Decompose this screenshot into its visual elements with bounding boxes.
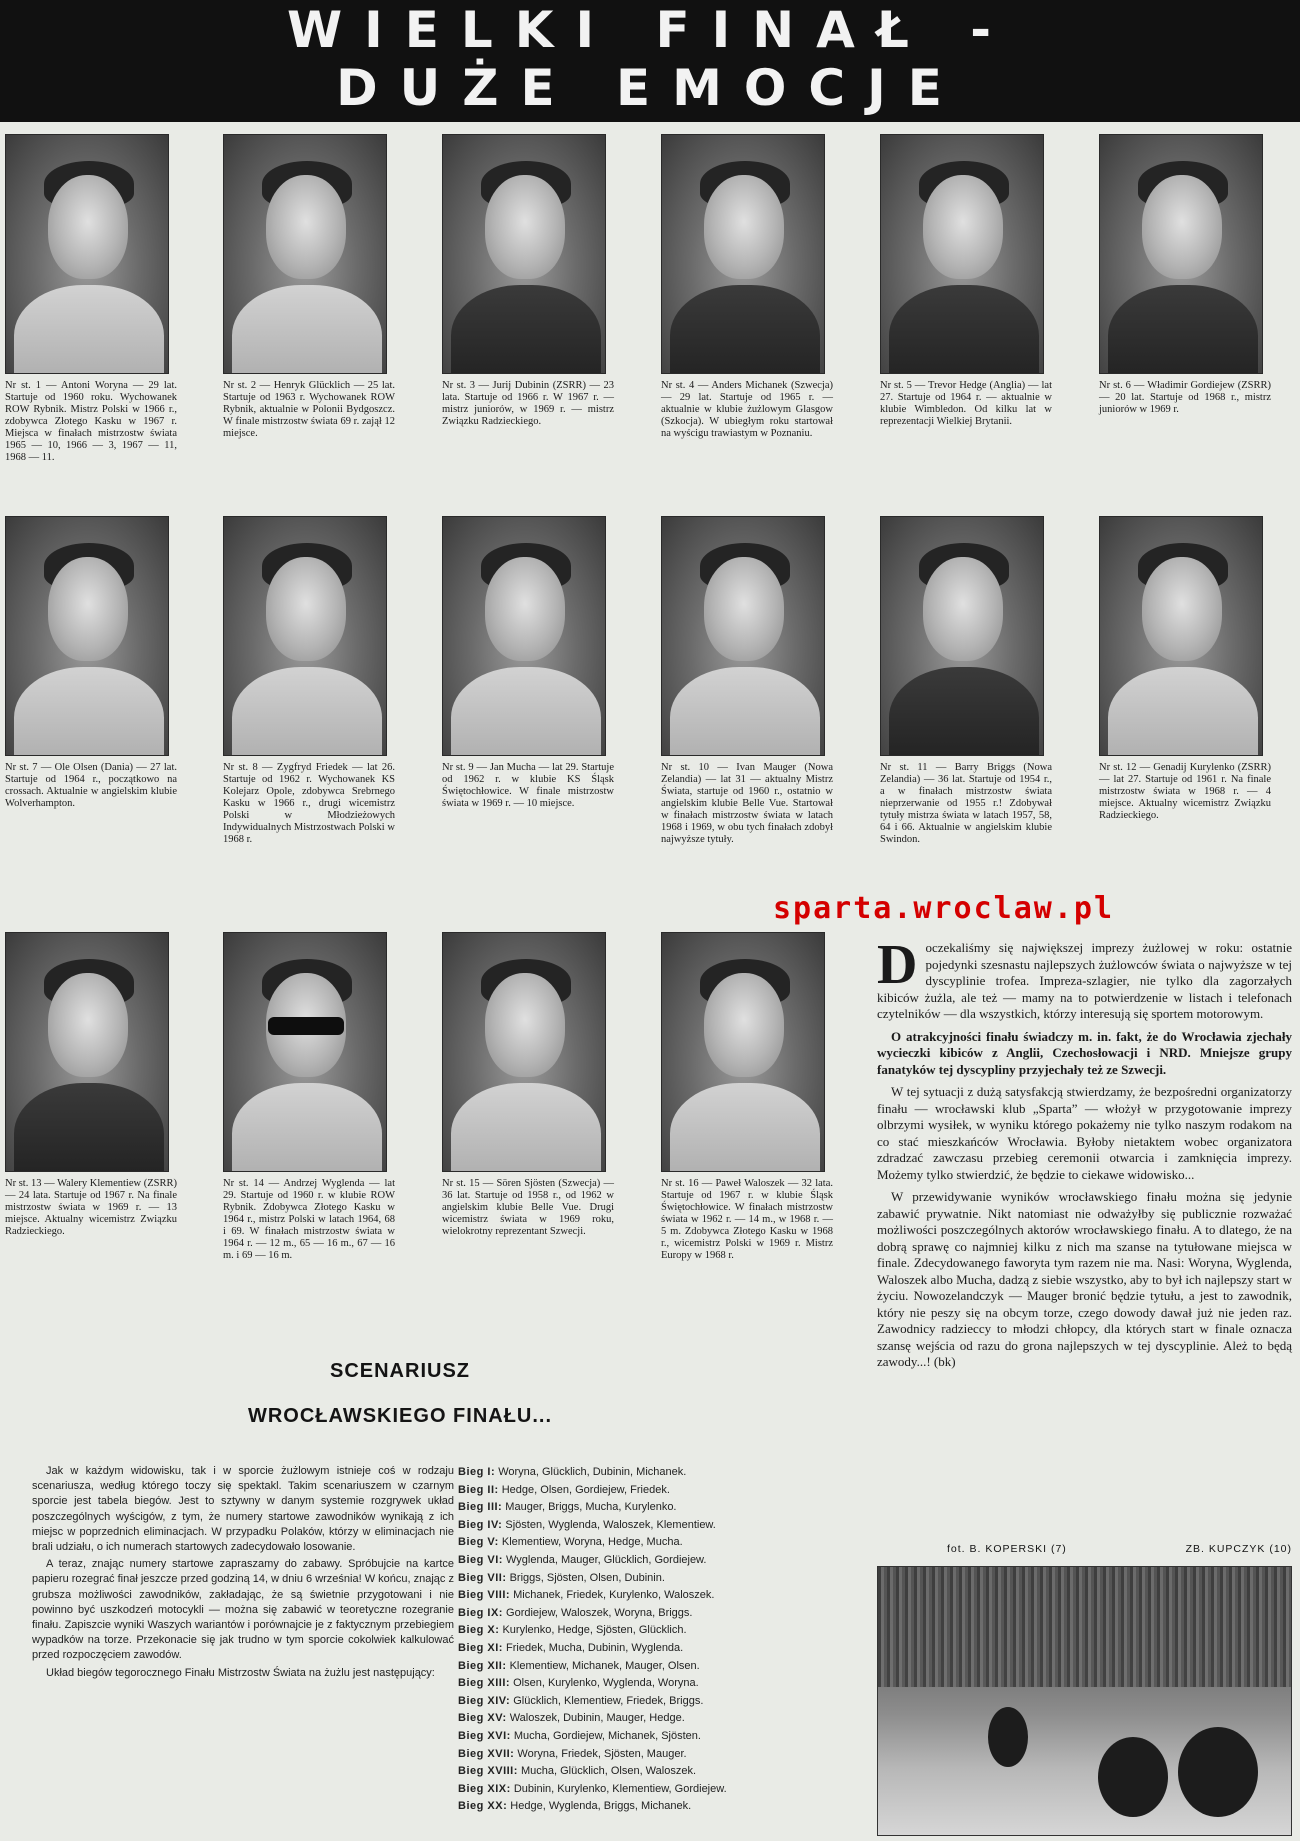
player-card bbox=[442, 932, 614, 1238]
scenario-paragraph: Układ biegów tegorocznego Finału Mistrzostw Świata na żużlu jest następujący: bbox=[46, 1666, 435, 1679]
player-photo bbox=[880, 134, 1044, 374]
player-photo bbox=[1099, 134, 1263, 374]
player-photo bbox=[1099, 516, 1263, 756]
scenario-paragraph: Jak w każdym widowisku, tak i w sporcie żużlowym istnieje coś w rodzaju scenariusza, według którego toczy się spektakl. Takim scenariuszem w czarnym sporcie jest tabela biegów. Jest to sztywny w danym systemie rozgrywek układ poszczególnych wyścigów, z tym, że numery startowe zawodników wynikają z ich miejsc w poprzednich eliminacjach. W przypadku Polaków, którzy w eliminacjach nie brali udziału, o ich numerach startowych zadecydowało losowanie. bbox=[32, 1465, 454, 1554]
player-photo bbox=[442, 932, 606, 1172]
heat-row: Bieg VI: Wyglenda, Mauger, Glücklich, Gordiejew. bbox=[458, 1553, 707, 1566]
heat-row: Bieg IX: Gordiejew, Waloszek, Woryna, Briggs. bbox=[458, 1606, 693, 1619]
player-photo bbox=[223, 134, 387, 374]
player-caption: Nr st. 10 — Ivan Mauger (Nowa Zelandia) — lat 31 — aktualny Mistrz Świata, startuje od 1960 r., ostatnio w angielskim klubie Belle Vue. Startował w finałach mistrzostw świata w latach 1968 i 1969, w obu tych finałach zdobył najwyższe tytuły. bbox=[661, 762, 833, 845]
player-photo bbox=[5, 134, 169, 374]
player-photo bbox=[442, 134, 606, 374]
player-card bbox=[223, 932, 395, 1262]
player-caption: Nr st. 16 — Paweł Waloszek — 32 lata. Startuje od 1967 r. w klubie Śląsk Świętochłowice. W finałach mistrzostw świata w 1962 r. — 14 m., w 1968 r. — 5 m. Zdobywca Złotego Kasku w 1968 r., wicemistrz Polski w 1969 r. Mistrz Europy w 1968 r. bbox=[661, 1178, 833, 1261]
player-caption: Nr st. 12 — Genadij Kurylenko (ZSRR) — lat 27. Startuje od 1961 r. Na finale mistrzostw świata w 1968 r. — 4 miejsce. Aktualny wicemistrz Związku Radzieckiego. bbox=[1099, 762, 1271, 821]
player-card bbox=[1099, 134, 1271, 416]
heat-row: Bieg V: Klementiew, Woryna, Hedge, Mucha. bbox=[458, 1536, 683, 1549]
player-caption: Nr st. 11 — Barry Briggs (Nowa Zelandia) — 36 lat. Startuje od 1954 r., a w finałach mistrzostw świata nieprzerwanie od 1955 r.! Zdobywał tytuły mistrza świata w latach 1957, 58, 64 i 66. Aktualnie w angielskim klubie Swindon. bbox=[880, 762, 1052, 845]
player-caption: Nr st. 5 — Trevor Hedge (Anglia) — lat 27. Startuje od 1964 r. — aktualnie w klubie Wimbledon. Od kilku lat w reprezentacji Wielkiej Brytanii. bbox=[880, 380, 1052, 427]
race-photo bbox=[877, 1566, 1292, 1836]
scenario-subtitle: WROCŁAWSKIEGO FINAŁU... bbox=[247, 1405, 553, 1427]
heat-row: Bieg VII: Briggs, Sjösten, Olsen, Dubinin. bbox=[458, 1571, 665, 1584]
player-photo bbox=[661, 516, 825, 756]
player-caption: Nr st. 8 — Zygfryd Friedek — lat 26. Startuje od 1962 r. Wychowanek KS Kolejarz Opole, zdobywca Srebrnego Kasku w 1966 r., drugi wicemistrz Polski w Młodzieżowych Indywidualnych Mistrzostwach Polski w 1968 r. bbox=[223, 762, 395, 845]
player-caption: Nr st. 15 — Sören Sjösten (Szwecja) — 36 lat. Startuje od 1958 r., od 1962 w angielskim klubie Belle Vue. Drugi wicemistrz świata w 1969 roku, wielokrotny reprezentant Szwecji. bbox=[442, 1178, 614, 1237]
player-photo bbox=[661, 134, 825, 374]
player-photo bbox=[5, 516, 169, 756]
photo-credits bbox=[877, 1543, 1292, 1561]
scenario-paragraph: A teraz, znając numery startowe zapraszamy do zabawy. Spróbujcie na kartce papieru rozegrać finał jeszcze przed godziną 14, w dniu 6 września! W końcu, znając z grubsza możliwości zawodników, zakładając, że są świetnie przygotowani i nie powinno być uszkodzeń motocykli — można się zabawić w teoretyczne rozegranie finału. Zapiszcie wyniki Waszych wariantów i porównajcie je z faktycznym przebiegiem wypadków na torze. Przekonacie się jak trudno w tym sporcie cokolwiek kalkulować przed rozpoczęciem zawodów. bbox=[32, 1558, 454, 1662]
player-card bbox=[661, 134, 833, 440]
player-caption: Nr st. 4 — Anders Michanek (Szwecja) — 29 lat. Startuje od 1965 r. — aktualnie w klubie żużlowym Glasgow (Szkocja). W ubiegłym roku startował na wyścigu trawiastym w Poznaniu. bbox=[661, 380, 833, 439]
player-card bbox=[5, 932, 177, 1238]
heat-row: Bieg XVII: Woryna, Friedek, Sjösten, Mauger. bbox=[458, 1747, 687, 1760]
drop-cap: D bbox=[877, 934, 918, 996]
heat-list bbox=[458, 1464, 858, 1816]
player-card bbox=[1099, 516, 1271, 822]
scenario-title: SCENARIUSZ bbox=[329, 1360, 470, 1382]
heat-row: Bieg XX: Hedge, Wyglenda, Briggs, Michanek. bbox=[458, 1800, 692, 1813]
article-paragraph: W przewidywanie wyników wrocławskiego finału można się jedynie zabawić prywatnie. Nikt natomiast nie odważyłby się publicznie rozważać możliwości poszczególnych aktorów wrocławskiego finału. A to dlatego, że na dobrą sprawę co najmniej kilku z nich ma szanse na tytułowane miejsca w finale. Zdecydowanego faworyta tym razem nie ma. Nasi: Woryna, Wyglenda, Waloszek albo Mucha, dadzą z siebie wszystko, aby to był ich najlepszy start w życiu. Nowozelandczyk — Mauger bronić będzie tytułu, a jest to zawodnik, który nie peszy się na obcym torze, czego dowody dawał już nie jeden raz. Zawodnicy radzieccy to młodzi chłopcy, dla których start w finale oznacza szansę wejścia od razu do grona najlepszych w tej dyscyplinie. Ależ to będą zawody...! (bk) bbox=[877, 1189, 1292, 1369]
heat-row: Bieg XII: Klementiew, Michanek, Mauger, Olsen. bbox=[458, 1659, 700, 1672]
player-caption: Nr st. 14 — Andrzej Wyglenda — lat 29. Startuje od 1960 r. w klubie ROW Rybnik. Zdobywca Złotego Kasku w 1964 r., mistrz Polski w latach 1964, 68 i 69. W finałach mistrzostw świata w 1964 r. — 12 m., 65 — 16 m., 67 — 16 m. i 69 — 16 m. bbox=[223, 1178, 395, 1261]
article-body bbox=[877, 934, 1292, 1377]
photo-credit: fot. B. KOPERSKI (7) bbox=[947, 1543, 1067, 1555]
player-caption: Nr st. 7 — Ole Olsen (Dania) — 27 lat. Startuje od 1964 r., początkowo na crossach. Aktualnie w angielskim klubie Wolverhampton. bbox=[5, 762, 177, 809]
player-caption: Nr st. 6 — Władimir Gordiejew (ZSRR) — 20 lat. Startuje od 1968 r., mistrz juniorów w 1969 r. bbox=[1099, 380, 1271, 415]
player-photo bbox=[661, 932, 825, 1172]
heat-row: Bieg XI: Friedek, Mucha, Dubinin, Wyglenda. bbox=[458, 1641, 684, 1654]
heat-row: Bieg XIII: Olsen, Kurylenko, Wyglenda, Woryna. bbox=[458, 1677, 699, 1690]
scenario-text bbox=[32, 1464, 454, 1683]
player-card bbox=[661, 932, 833, 1262]
article-paragraph: W tej sytuacji z dużą satysfakcją stwierdzamy, że bezpośredni organizatorzy finału — wrocławski klub „Sparta” — włożył w przygotowanie imprezy olbrzymi wysiłek, w wyniku którego pokażemy nie tylko naszym rodakom na co stać mieszkańców Wrocławia. Byłoby nietaktem wobec organizatora zdradzać zawczasu przebieg ceremonii otwarcia i zamknięcia imprezy. Możemy tylko stwierdzić, że będzie to ciekawe widowisko... bbox=[877, 1084, 1292, 1182]
player-card bbox=[5, 516, 177, 810]
sunglasses bbox=[268, 1017, 344, 1035]
heat-row: Bieg IV: Sjösten, Wyglenda, Waloszek, Klementiew. bbox=[458, 1518, 716, 1531]
heat-row: Bieg XVIII: Mucha, Glücklich, Olsen, Waloszek. bbox=[458, 1765, 697, 1778]
player-card bbox=[880, 134, 1052, 428]
player-caption: Nr st. 13 — Walery Klementiew (ZSRR) — 24 lata. Startuje od 1967 r. Na finale mistrzostw świata w 1969 r. — 13 miejsce. Aktualny wicemistrz Związku Radzieckiego. bbox=[5, 1178, 177, 1237]
player-card bbox=[880, 516, 1052, 846]
article-paragraph: O atrakcyjności finału świadczy m. in. fakt, że do Wrocławia zjechały wycieczki kibiców z Anglii, Czechosłowacji i NRD. Mniejsze grupy fanatyków tej dyscypliny przyjechały też ze Szwecji. bbox=[877, 1028, 1292, 1077]
headline-line-1: WIELKI FINAŁ - bbox=[286, 1, 1014, 59]
player-caption: Nr st. 1 — Antoni Woryna — 29 lat. Startuje od 1960 roku. Wychowanek ROW Rybnik. Mistrz Polski w 1966 r., zdobywca Złotego Kasku w 1967 r. Miejsca w finałach mistrzostw świata 1965 — 10, 1966 — 3, 1967 — 11, 1968 — 11. bbox=[5, 380, 177, 463]
player-card bbox=[442, 516, 614, 810]
watermark: sparta.wroclaw.pl bbox=[773, 891, 1115, 926]
heat-row: Bieg III: Mauger, Briggs, Mucha, Kurylenko. bbox=[458, 1501, 677, 1514]
player-card bbox=[5, 134, 177, 464]
headline-line-2: DUŻE EMOCJE bbox=[336, 59, 964, 117]
headline-banner bbox=[0, 0, 1300, 122]
player-card bbox=[442, 134, 614, 428]
player-caption: Nr st. 3 — Jurij Dubinin (ZSRR) — 23 lata. Startuje od 1966 r. W 1967 r. — mistrz juniorów, w 1969 r. — mistrz Związku Radzieckiego. bbox=[442, 380, 614, 427]
heat-row: Bieg VIII: Michanek, Friedek, Kurylenko, Waloszek. bbox=[458, 1589, 715, 1602]
player-photo bbox=[223, 932, 387, 1172]
article-paragraph: oczekaliśmy się największej imprezy żużlowej w roku: ostatnie pojedynki szesnastu najlepszych żużlowców świata o najwyższe w tej dyscyplinie trofea. Impreza-szlagier, nie tylko dla zagorzałych kibiców żużla, ale też — mamy na to potwierdzenie w listach i telefonach czytelników — dla wszystkich, którzy interesują się sportem motorowym. bbox=[877, 940, 1292, 1021]
heat-row: Bieg XIX: Dubinin, Kurylenko, Klementiew, Gordiejew. bbox=[458, 1782, 727, 1795]
heat-row: Bieg I: Woryna, Glücklich, Dubinin, Michanek. bbox=[458, 1466, 687, 1478]
heat-row: Bieg XVI: Mucha, Gordiejew, Michanek, Sjösten. bbox=[458, 1729, 701, 1742]
player-card bbox=[223, 516, 395, 846]
photo-credit: ZB. KUPCZYK (10) bbox=[1185, 1543, 1292, 1555]
player-caption: Nr st. 9 — Jan Mucha — lat 29. Startuje od 1962 r. w klubie KS Śląsk Świętochłowice. W finale mistrzostw świata w 1969 r. — 10 miejsce. bbox=[442, 762, 614, 809]
player-photo bbox=[223, 516, 387, 756]
heat-row: Bieg II: Hedge, Olsen, Gordiejew, Friedek. bbox=[458, 1483, 670, 1496]
player-card bbox=[223, 134, 395, 440]
heat-row: Bieg XIV: Glücklich, Klementiew, Friedek, Briggs. bbox=[458, 1694, 704, 1707]
heat-row: Bieg X: Kurylenko, Hedge, Sjösten, Glücklich. bbox=[458, 1624, 687, 1637]
heat-row: Bieg XV: Waloszek, Dubinin, Mauger, Hedge. bbox=[458, 1712, 685, 1725]
player-photo bbox=[880, 516, 1044, 756]
player-caption: Nr st. 2 — Henryk Glücklich — 25 lat. Startuje od 1963 r. Wychowanek ROW Rybnik, aktualnie w Polonii Bydgoszcz. W finale mistrzostw świata 69 r. zajął 12 miejsce. bbox=[223, 380, 395, 439]
player-photo bbox=[442, 516, 606, 756]
player-photo bbox=[5, 932, 169, 1172]
player-card bbox=[661, 516, 833, 846]
